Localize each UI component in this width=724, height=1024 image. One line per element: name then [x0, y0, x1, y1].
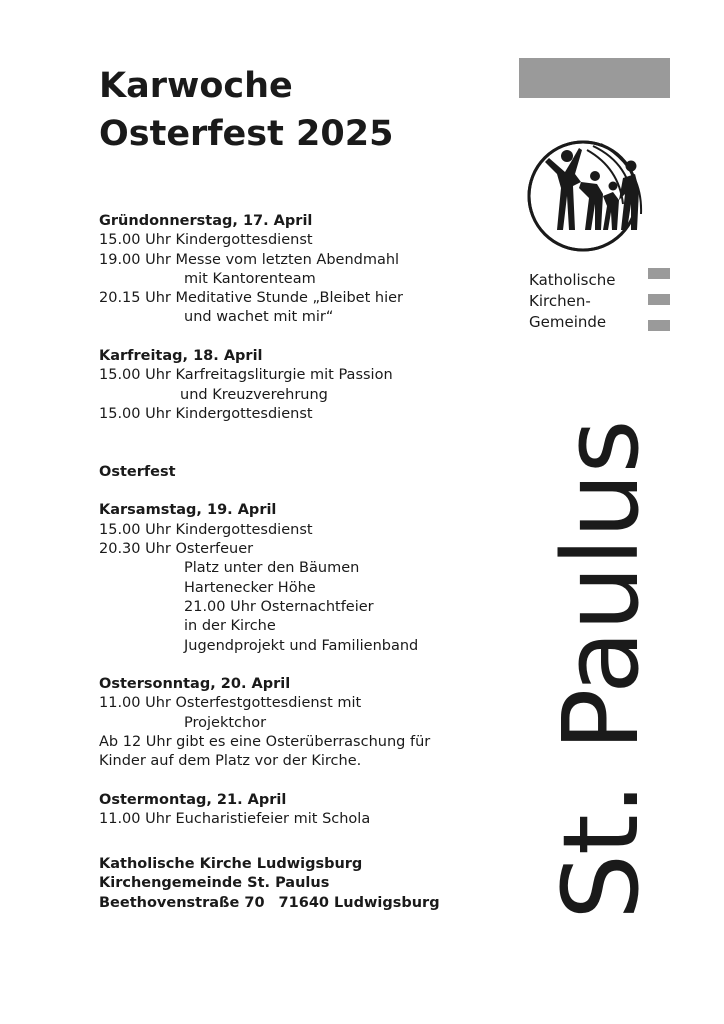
schedule-line: Projektchor — [184, 714, 267, 731]
day-heading: Ostersonntag, 20. April — [99, 676, 291, 693]
city: 71640 Ludwigsburg — [278, 894, 440, 911]
day-heading: Ostermontag, 21. April — [99, 791, 287, 808]
schedule-line: 20.30 Uhr Osterfeuer — [99, 541, 254, 558]
schedule-line: Hartenecker Höhe — [184, 579, 316, 596]
schedule-line: 15.00 Uhr Kindergottesdienst — [99, 521, 313, 538]
day-heading: Karsamstag, 19. April — [99, 502, 277, 519]
schedule-line: 20.15 Uhr Meditative Stunde „Bleibet hier — [99, 290, 403, 307]
address-line-2: Kirchengemeinde St. Paulus — [99, 875, 330, 892]
schedule-line: Platz unter den Bäumen — [184, 560, 360, 577]
schedule-line: 19.00 Uhr Messe vom letzten Abendmahl — [99, 251, 400, 268]
page-title — [99, 62, 393, 158]
gray-square-decoration — [648, 268, 670, 279]
schedule-line: 15.00 Uhr Karfreitagsliturgie mit Passion — [99, 367, 393, 384]
schedule-line: in der Kirche — [184, 618, 276, 635]
schedule-line: 15.00 Uhr Kindergottesdienst — [99, 232, 313, 249]
schedule — [99, 212, 499, 830]
parish-label — [529, 270, 615, 333]
gray-header-bar — [519, 58, 670, 98]
address-block — [99, 855, 440, 913]
address-line-1: Katholische Kirche Ludwigsburg — [99, 856, 363, 872]
schedule-line: Kinder auf dem Platz vor der Kirche. — [99, 753, 362, 770]
schedule-line: 11.00 Uhr Osterfestgottesdienst mit — [99, 695, 362, 712]
gray-square-decoration — [648, 320, 670, 331]
parish-line-2: Kirchen- — [529, 292, 591, 310]
schedule-line: 21.00 Uhr Osternachtfeier — [184, 598, 374, 615]
schedule-line: 11.00 Uhr Eucharistiefeier mit Schola — [99, 811, 371, 828]
day-heading: Gründonnerstag, 17. April — [99, 213, 313, 229]
schedule-line: mit Kantorenteam — [184, 270, 316, 287]
schedule-line: 15.00 Uhr Kindergottesdienst — [99, 405, 313, 422]
schedule-line: Ab 12 Uhr gibt es eine Osterüberraschung für — [99, 734, 431, 751]
parish-line-1: Katholische — [529, 271, 616, 289]
parish-name-vertical: St. Paulus — [540, 420, 662, 920]
title-line-2: Osterfest 2025 — [99, 114, 394, 154]
title-line-1: Karwoche — [99, 66, 293, 106]
parish-line-3: Gemeinde — [529, 313, 607, 331]
section-heading-osterfest: Osterfest — [99, 463, 176, 480]
schedule-line: und Kreuzverehrung — [180, 386, 328, 403]
street: Beethovenstraße 70 — [99, 894, 265, 911]
parish-logo-icon — [527, 134, 671, 256]
gray-square-decoration — [648, 294, 670, 305]
schedule-line: und wachet mit mir“ — [184, 309, 334, 326]
address-line-3 — [99, 894, 440, 913]
day-heading: Karfreitag, 18. April — [99, 348, 263, 365]
schedule-line: Jugendprojekt und Familienband — [184, 637, 419, 654]
